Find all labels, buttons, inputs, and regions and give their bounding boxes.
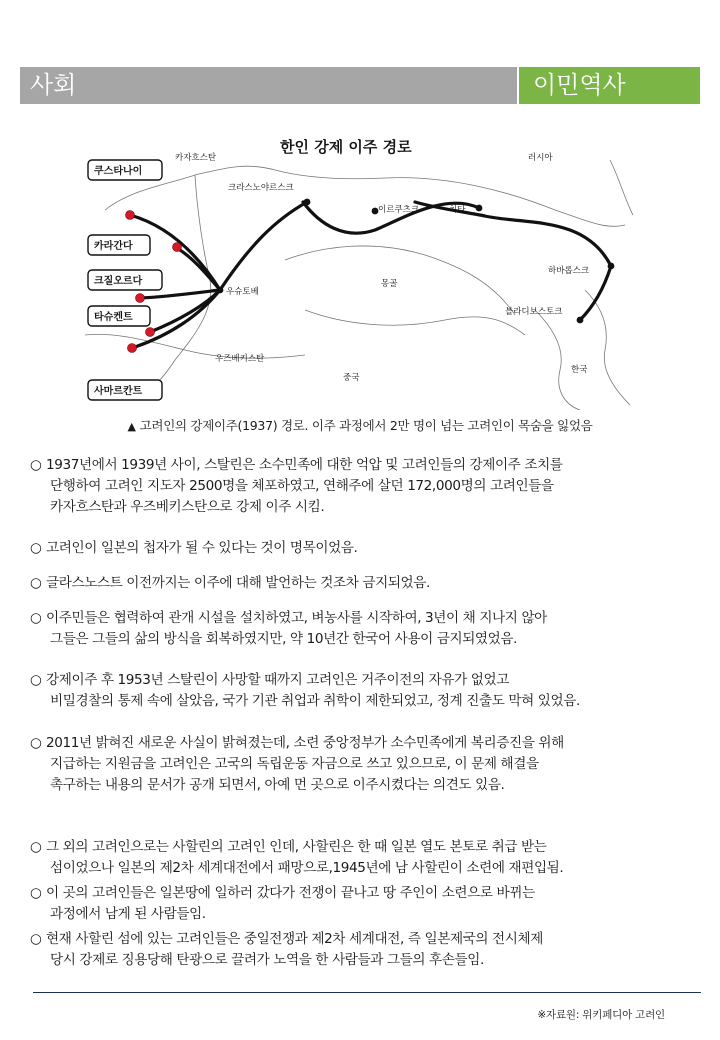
city-box-label: 사마르칸트 (94, 386, 143, 397)
bullet-circle-icon: ○ (30, 457, 42, 473)
map-label: 우슈토베 (226, 287, 259, 297)
bullet-circle-icon: ○ (30, 540, 42, 556)
list-item-line: 당시 강제로 징용당해 탄광으로 끌려가 노역을 한 사람들과 그들의 후손들임. (50, 952, 484, 968)
city-box-label: 타슈켄트 (94, 312, 133, 323)
map-label: 한국 (571, 365, 588, 375)
list-item (30, 538, 710, 559)
list-item-line: 단행하여 고려인 지도자 2500명을 체포하였고, 연해주에 살던 172,000명의 고려인들을 (50, 478, 554, 494)
map-caption (0, 416, 720, 434)
list-item-line: 이 곳의 고려인들은 일본땅에 일하러 갔다가 전쟁이 끝나고 땅 주인이 소련으로 바뀌는 (46, 885, 535, 901)
list-item (30, 883, 710, 925)
list-item-line: 과정에서 남게 된 사람들임. (50, 906, 206, 922)
city-dot (577, 317, 584, 324)
list-item-line: 비밀경찰의 통제 속에 살았음, 국가 기관 취업과 취학이 제한되었고, 정계 진출도 막혀 있었음. (50, 693, 580, 709)
triangle-up-icon: ▲ (127, 420, 136, 433)
list-item (30, 929, 710, 971)
bullet-circle-icon: ○ (30, 839, 42, 855)
list-item-line: 그들은 그들의 삶의 방식을 회복하였지만, 약 10년간 한국어 사용이 금지되였었음. (50, 631, 518, 647)
map-background (85, 120, 635, 410)
list-item-line: 지급하는 지원금을 고려인은 고국의 독립운동 자금으로 쓰고 있으므로, 이 문제 해결을 (50, 756, 539, 772)
city-marker (126, 211, 135, 220)
city-marker (146, 328, 155, 337)
list-item (30, 608, 710, 650)
city-dot (217, 287, 224, 294)
list-item-line: 카자흐스탄과 우즈베키스탄으로 강제 이주 시킴. (50, 499, 325, 515)
map-label: 카자흐스탄 (175, 153, 217, 163)
city-box-label: 크질오르다 (94, 276, 143, 287)
list-item (30, 733, 710, 796)
city-marker (128, 344, 137, 353)
deportation-route-map (85, 120, 635, 410)
bullet-circle-icon: ○ (30, 931, 42, 947)
bullet-circle-icon: ○ (30, 575, 42, 591)
city-box-label: 쿠스타나이 (94, 166, 143, 177)
map-label: 중국 (343, 373, 360, 383)
map-label: 크라스노야르스크 (228, 183, 294, 193)
map-title: 한인 강제 이주 경로 (280, 138, 412, 156)
list-item (30, 670, 710, 712)
city-marker (136, 294, 145, 303)
list-item-line: 글라스노스트 이전까지는 이주에 대해 발언하는 것조차 금지되었음. (46, 575, 430, 591)
list-item-line: 고려인이 일본의 첩자가 될 수 있다는 것이 명목이었음. (46, 540, 358, 556)
list-item-line: 현재 사할린 섬에 있는 고려인들은 중일전쟁과 제2차 세계대전, 즉 일본제국의 전시체제 (46, 931, 543, 947)
map-label: 블라디보스토크 (505, 307, 563, 317)
map-label: 하바롭스크 (548, 266, 590, 276)
list-item (30, 455, 710, 518)
list-item-line: 1937년에서 1939년 사이, 스탈린은 소수민족에 대한 억압 및 고려인들의 강제이주 조치를 (46, 457, 563, 473)
list-item-line: 섬이었으나 일본의 제2차 세계대전에서 패망으로,1945년에 남 사할린이 소련에 재편입됨. (50, 860, 564, 876)
bullet-circle-icon: ○ (30, 610, 42, 626)
list-item-line: 촉구하는 내용의 문서가 공개 되면서, 아예 먼 곳으로 이주시켰다는 의견도 있음. (50, 777, 505, 793)
map-label: 치타 (449, 205, 466, 215)
section-title: 사회 (20, 67, 517, 104)
list-item-line: 2011년 밝혀진 새로운 사실이 밝혀졌는데, 소련 중앙정부가 소수민족에게 복리증진을 위해 (46, 735, 564, 751)
list-item-line: 강제이주 후 1953년 스탈린이 사망할 때까지 고려인은 거주이전의 자유가 없었고 (46, 672, 509, 688)
city-dot (476, 205, 483, 212)
bullet-circle-icon: ○ (30, 672, 42, 688)
bullet-circle-icon: ○ (30, 885, 42, 901)
section-header (20, 67, 700, 104)
section-subtitle: 이민역사 (519, 67, 700, 104)
divider (33, 992, 701, 993)
list-item (30, 573, 710, 594)
list-item (30, 837, 710, 879)
map-label: 우즈베키스탄 (215, 354, 265, 364)
caption-text: 고려인의 강제이주(1937) 경로. 이주 과정에서 2만 명이 넘는 고려인이 목숨을 잃었음 (139, 418, 593, 433)
list-item-line: 그 외의 고려인으로는 사할린의 고려인 인데, 사할린은 한 때 일본 열도 본토로 취급 받는 (46, 839, 547, 855)
map-label: 러시아 (528, 153, 553, 163)
map-label: 이르쿠츠크 (378, 205, 420, 215)
city-box-label: 카라간다 (94, 241, 133, 252)
list-item-line: 이주민들은 협력하여 관개 시설을 설치하였고, 벼농사를 시작하여, 3년이 채 지나지 않아 (46, 610, 547, 626)
city-marker (173, 243, 182, 252)
city-dot (608, 263, 615, 270)
map-label: 몽골 (381, 279, 398, 289)
source-note: ※자료원: 위키페디아 고려인 (537, 1009, 665, 1021)
bullet-circle-icon: ○ (30, 735, 42, 751)
city-dot (304, 199, 311, 206)
